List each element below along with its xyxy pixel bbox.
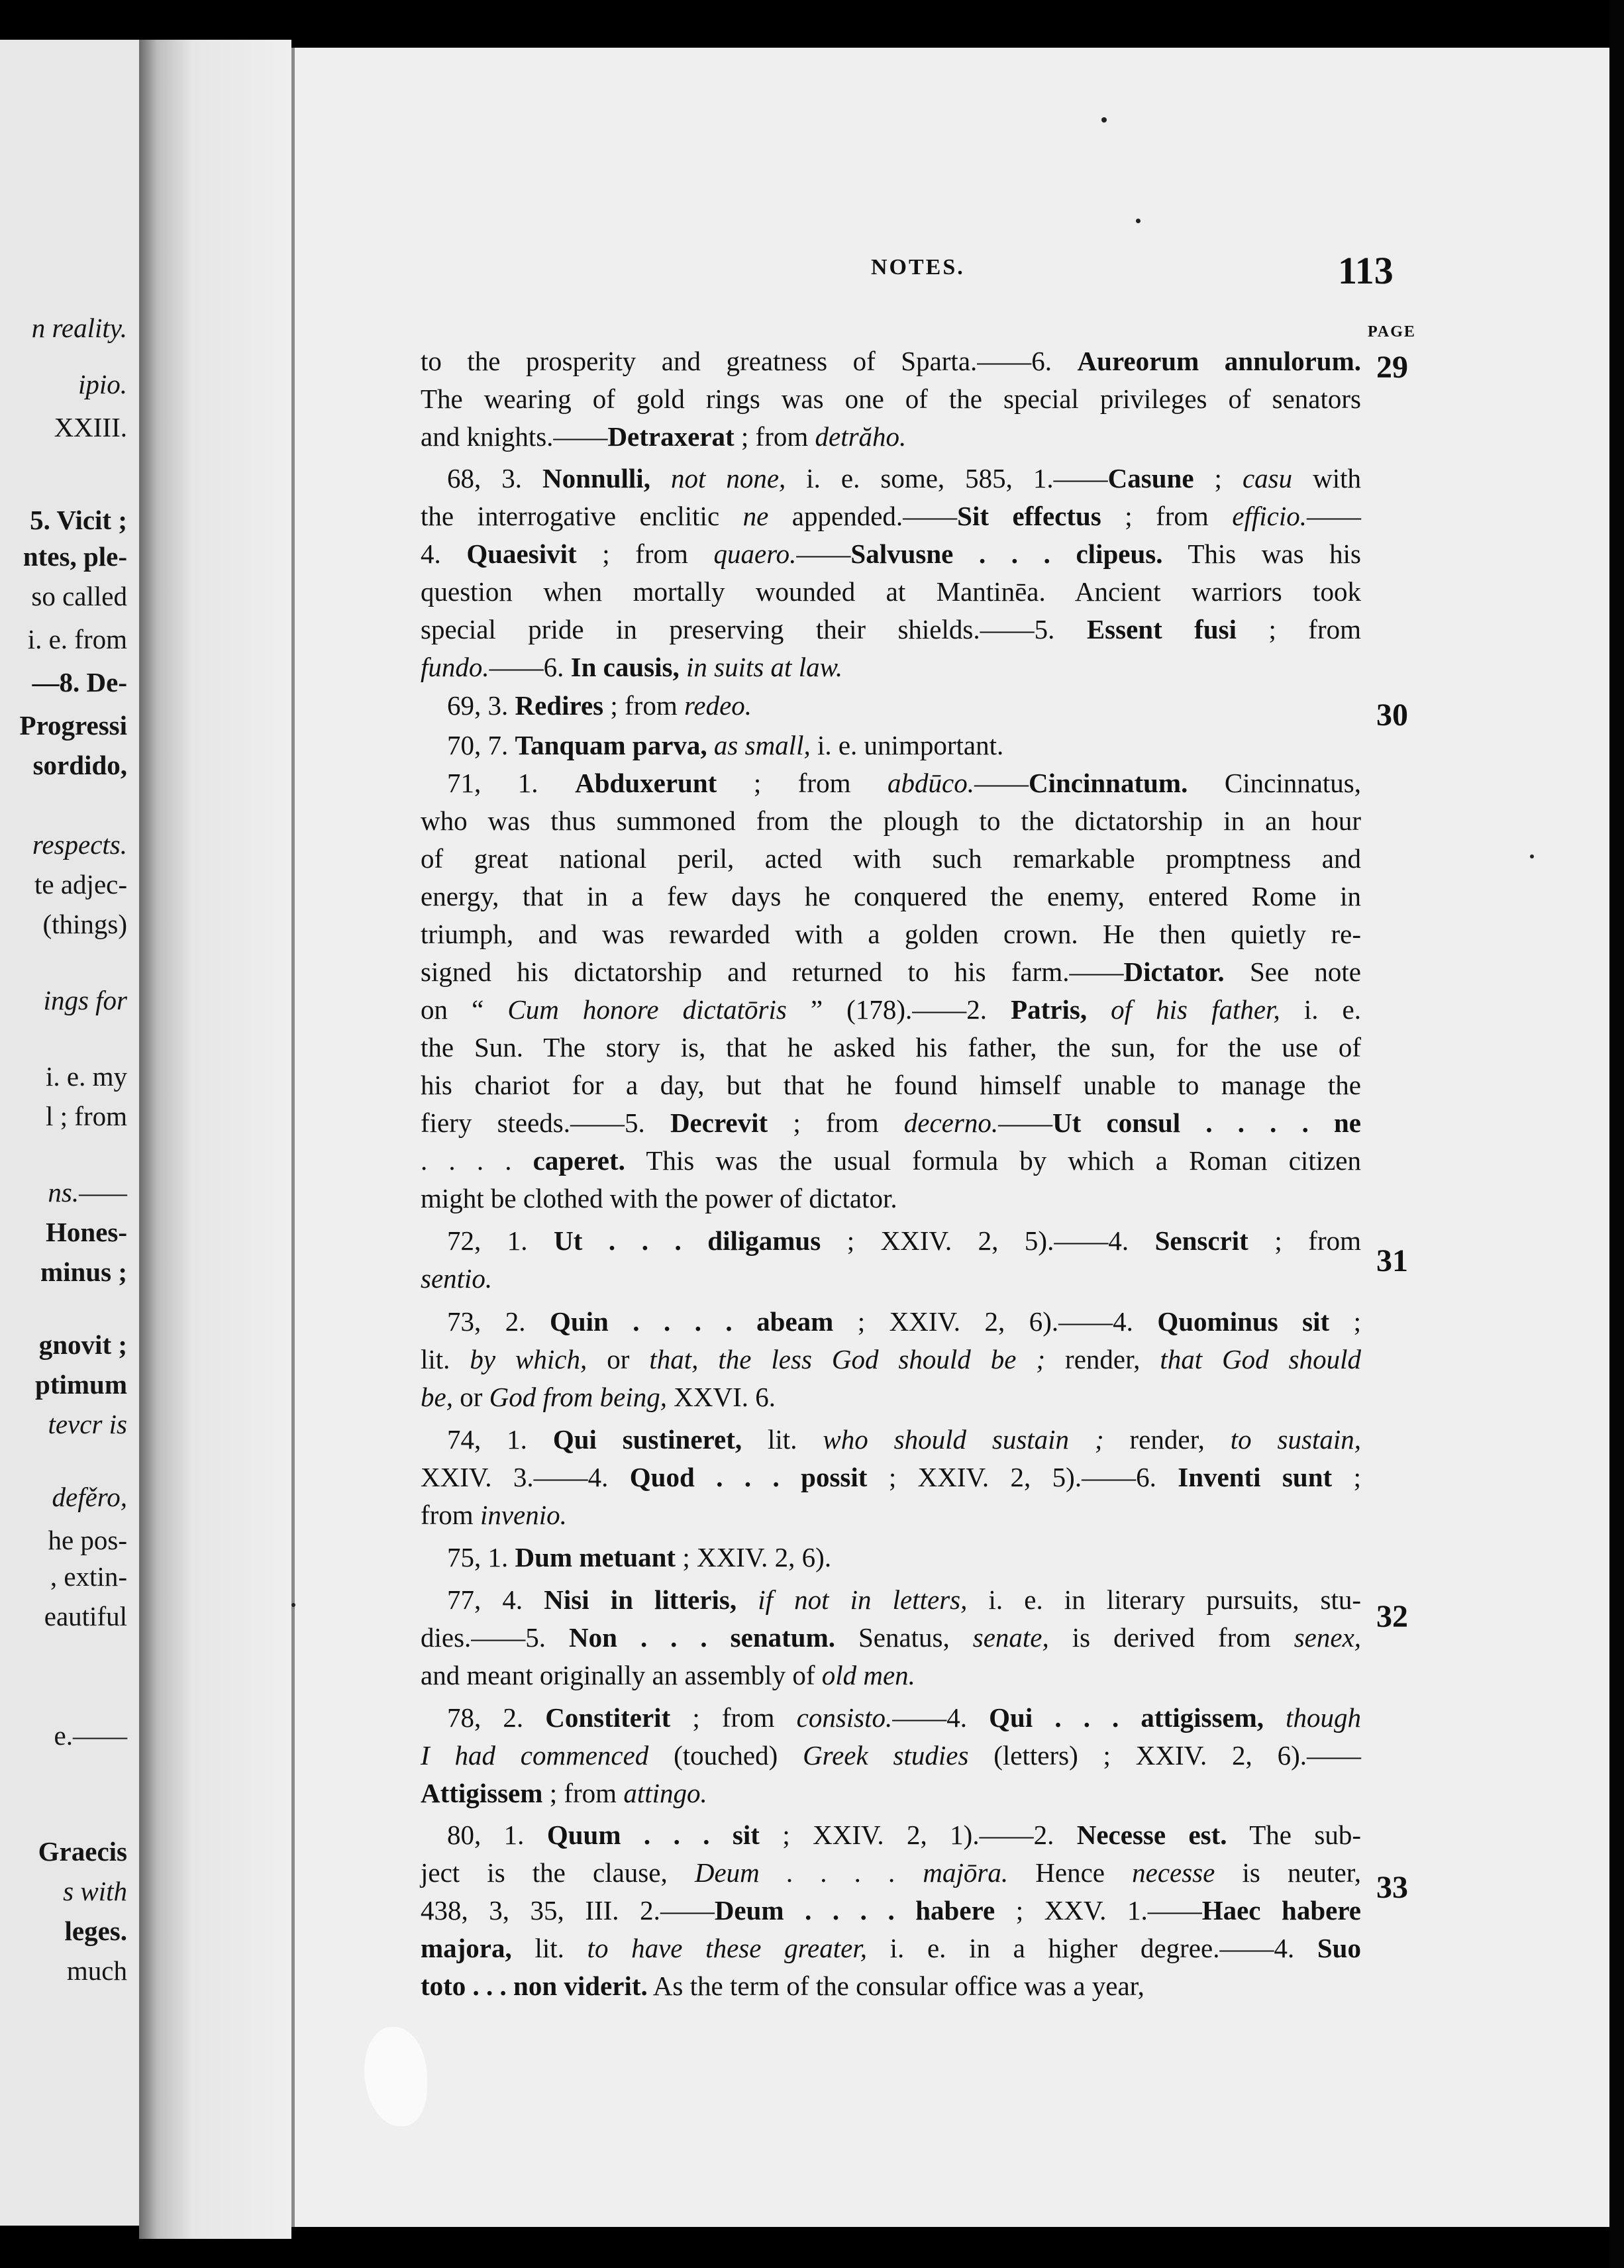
italic-gloss: Deum . . . . majōra. [694, 1857, 1009, 1888]
text-run: ——4. [892, 1702, 990, 1733]
text-line [447, 462, 1361, 495]
bold-term: Abduxerunt [575, 768, 717, 798]
text-line [447, 1701, 1361, 1734]
text-run: i. e. in literary pursuits, stu- [967, 1584, 1362, 1615]
text-run: 72, 1. [447, 1225, 554, 1256]
text-line [421, 575, 1361, 608]
text-run: This was the usual formula by which a Roman citizen [625, 1145, 1361, 1176]
italic-gloss: abdūco. [888, 768, 974, 798]
text-run: ; from [576, 539, 714, 569]
text-line [421, 650, 1361, 684]
bold-term: Ut . . . diligamus [554, 1225, 821, 1256]
text-run: (touched) [648, 1740, 803, 1771]
italic-gloss: as small, [713, 730, 811, 760]
ink-speck [1530, 854, 1534, 858]
text-line [421, 917, 1361, 951]
text-run: ject is the clause, [421, 1857, 695, 1888]
bold-term: Detraxerat [607, 421, 735, 452]
italic-gloss: attingo. [623, 1778, 707, 1808]
text-run: (letters) ; XXIV. 2, 6).—— [968, 1740, 1362, 1771]
text-run: ; XXIV. 2, 5).——4. [821, 1225, 1155, 1256]
text-run [680, 652, 686, 682]
italic-gloss: be, [421, 1382, 453, 1412]
italic-gloss: consisto. [796, 1702, 893, 1733]
text-line [447, 1541, 1361, 1574]
text-run: ; XXIV. 2, 6).——4. [833, 1306, 1158, 1337]
text-run: from [421, 1500, 480, 1530]
left-page-text-fragment: tevcr is [48, 1409, 127, 1439]
italic-gloss: by which, [470, 1344, 587, 1374]
text-line [447, 1423, 1361, 1456]
bold-term: Tanquam parva, [515, 730, 707, 760]
left-page-text-fragment: minus ; [40, 1257, 127, 1287]
italic-gloss: sentio. [421, 1263, 493, 1294]
bold-term: Deum . . . . habere [714, 1895, 995, 1926]
text-run: ; from [1237, 614, 1362, 644]
left-page-text-fragment: i. e. my [46, 1061, 127, 1092]
page-ref: 30 [1376, 697, 1408, 733]
bold-term: Quod . . . possit [629, 1462, 868, 1492]
text-line [421, 1144, 1361, 1177]
left-page-text-fragment: s with [63, 1876, 127, 1906]
text-line [421, 1461, 1361, 1494]
text-run: special pride in preserving their shields.——5. [421, 614, 1087, 644]
text-line [421, 382, 1361, 415]
italic-gloss: God from being, [489, 1382, 667, 1412]
text-run [1087, 994, 1111, 1025]
left-page-text-fragment: ipio. [77, 369, 127, 399]
text-run: or [587, 1344, 650, 1374]
bold-term: Qui sustineret, [552, 1424, 742, 1455]
bold-term: Quin . . . . abeam [549, 1306, 834, 1337]
text-line [447, 1818, 1361, 1851]
left-page-text-fragment: Hones- [46, 1217, 127, 1247]
left-page-text-fragment: , extin- [50, 1561, 127, 1592]
text-run: to the prosperity and greatness of Sparta.——6. [421, 346, 1078, 376]
text-line [421, 1856, 1361, 1889]
bold-term: In causis, [570, 652, 680, 682]
text-line [421, 1739, 1361, 1772]
text-run: XXIV. 3.——4. [421, 1462, 630, 1492]
text-run: ; from [717, 768, 888, 798]
bold-term: Quum . . . sit [546, 1820, 760, 1850]
text-run [707, 730, 714, 760]
text-run: with [1292, 463, 1361, 493]
text-run: 69, 3. [447, 690, 515, 721]
text-run [650, 463, 671, 493]
bold-term: toto . . . non viderit. [421, 1971, 648, 2001]
text-run: the interrogative enclitic [421, 501, 743, 531]
text-run: signed his dictatorship and returned to his farm.—— [421, 956, 1124, 987]
text-run: 438, 3, 35, III. 2.—— [421, 1895, 715, 1926]
bold-term: Quaesivit [466, 539, 577, 569]
left-page-text-fragment: gnovit ; [38, 1329, 127, 1360]
left-page-text-fragment: so called [31, 581, 127, 611]
text-run: or [452, 1382, 489, 1412]
italic-gloss: decerno. [903, 1108, 999, 1138]
page-ref: 31 [1376, 1243, 1408, 1278]
ink-speck [1136, 219, 1141, 223]
text-run: lit. [421, 1344, 470, 1374]
text-line [421, 420, 1361, 453]
italic-gloss: Cum honore dictatōris [507, 994, 787, 1025]
text-run: 73, 2. [447, 1306, 550, 1337]
text-line [447, 689, 1361, 722]
text-line [447, 729, 1361, 762]
text-run: dies.——5. [421, 1622, 570, 1653]
left-page-text-fragment: Progressi [19, 710, 127, 741]
bold-term: Cincinnatum. [1028, 768, 1188, 798]
text-run: 70, 7. [447, 730, 515, 760]
text-line [447, 1583, 1361, 1616]
italic-gloss: redeo. [684, 690, 752, 721]
text-line [421, 1380, 1361, 1414]
bold-term: Nonnulli, [542, 463, 650, 493]
bold-term: Redires [515, 690, 604, 721]
text-line [447, 1224, 1361, 1257]
text-run: ” (178).——2. [786, 994, 1011, 1025]
left-page-text-fragment: Graecis [38, 1836, 127, 1867]
text-run: i. e. in a higher degree.——4. [866, 1933, 1317, 1963]
left-page-text-fragment: eautiful [44, 1601, 127, 1631]
text-line [421, 344, 1361, 378]
bold-term: Necesse est. [1076, 1820, 1227, 1850]
bold-term: caperet. [533, 1145, 625, 1176]
bold-term: Constiterit [545, 1702, 671, 1733]
text-run [1264, 1702, 1286, 1733]
italic-gloss: Greek studies [803, 1740, 969, 1771]
left-page-text-fragment: l ; from [46, 1101, 127, 1131]
text-run: 71, 1. [447, 768, 576, 798]
text-line [421, 613, 1361, 646]
text-line [421, 1262, 1361, 1295]
text-run: question when mortally wounded at Mantinēa. Ancient warriors took [421, 576, 1361, 607]
text-run: ; from [1248, 1225, 1362, 1256]
bold-term: Aureorum annulorum. [1077, 346, 1361, 376]
text-run: The sub- [1227, 1820, 1361, 1850]
italic-gloss: old men. [821, 1660, 915, 1690]
left-page-text-fragment: n reality. [31, 313, 127, 343]
text-line [421, 1894, 1361, 1927]
bold-term: Dictator. [1123, 956, 1225, 987]
bold-term: Ut consul . . . . ne [1052, 1108, 1362, 1138]
bold-term: majora, [421, 1933, 512, 1963]
text-line [421, 1182, 1361, 1215]
text-line [421, 1106, 1361, 1139]
text-run: render, [1045, 1344, 1160, 1374]
text-run: is neuter, [1215, 1857, 1361, 1888]
bold-term: Attigissem [421, 1778, 543, 1808]
italic-gloss: quaero. [713, 539, 797, 569]
italic-gloss: senex, [1294, 1622, 1362, 1653]
text-line [421, 955, 1361, 988]
text-run: —— [974, 768, 1029, 798]
bold-term: Haec habere [1201, 1895, 1361, 1926]
left-page-text-fragment: (things) [42, 909, 127, 939]
text-line [421, 1068, 1361, 1102]
text-line [447, 1305, 1361, 1338]
italic-gloss: I had commenced [421, 1740, 649, 1771]
text-run: ; from [1101, 501, 1233, 531]
italic-gloss: to sustain, [1230, 1424, 1361, 1455]
text-run: who was thus summoned from the plough to the dictatorship in an hour [421, 805, 1361, 836]
text-line [421, 993, 1361, 1026]
text-line [421, 1498, 1361, 1531]
text-run: 68, 3. [447, 463, 542, 493]
bold-term: Patris, [1011, 994, 1088, 1025]
ink-speck [1101, 117, 1107, 123]
italic-gloss: who should sustain ; [823, 1424, 1104, 1455]
text-run: his chariot for a day, but that he found himself unable to manage the [421, 1070, 1361, 1100]
text-run: is derived from [1048, 1622, 1294, 1653]
text-run: lit. [742, 1424, 823, 1455]
text-run: appended.—— [768, 501, 958, 531]
bold-term: Decrevit [670, 1108, 768, 1138]
text-line [421, 1343, 1361, 1376]
italic-gloss: of his father, [1111, 994, 1280, 1025]
page-ref: 32 [1376, 1599, 1408, 1634]
previous-page-fragment [0, 40, 143, 2226]
italic-gloss: senate, [972, 1622, 1049, 1653]
text-run: ; from [734, 421, 815, 452]
text-line [421, 1621, 1361, 1654]
italic-gloss: casu [1242, 463, 1293, 493]
text-run: Cincinnatus, [1188, 768, 1362, 798]
bold-term: Inventi sunt [1178, 1462, 1333, 1492]
left-page-text-fragment: te adjec- [34, 869, 127, 900]
text-line [421, 1777, 1361, 1810]
text-line [421, 804, 1361, 837]
text-run: ; [1332, 1462, 1361, 1492]
text-run: triumph, and was rewarded with a golden crown. He then quietly re- [421, 919, 1361, 949]
text-run: —— [998, 1108, 1053, 1138]
text-run: 75, 1. [447, 1542, 515, 1572]
left-page-text-fragment: 5. Vicit ; [30, 505, 127, 535]
ink-speck [291, 1603, 295, 1607]
italic-gloss: necesse [1132, 1857, 1215, 1888]
text-run: the Sun. The story is, that he asked his father, the sun, for the use of [421, 1032, 1361, 1062]
text-run: 80, 1. [447, 1820, 547, 1850]
bold-term: Sit effectus [957, 501, 1101, 531]
text-line [421, 1031, 1361, 1064]
text-run: fiery steeds.——5. [421, 1108, 670, 1138]
page-number: 113 [1338, 249, 1394, 292]
text-run: and meant originally an assembly of [421, 1660, 822, 1690]
text-run: . . . . [421, 1145, 533, 1176]
left-page-text-fragment: e.—— [54, 1720, 127, 1751]
running-head: NOTES. [871, 255, 965, 280]
text-line [421, 842, 1361, 875]
bold-term: Dum metuant [515, 1542, 676, 1572]
text-run: Hence [1008, 1857, 1133, 1888]
italic-gloss: in suits at law. [685, 652, 843, 682]
left-page-text-fragment: ntes, ple- [23, 541, 127, 572]
bold-term: Suo [1317, 1933, 1361, 1963]
italic-gloss: detrăho. [815, 421, 907, 452]
left-page-text-fragment: leges. [64, 1916, 127, 1946]
left-page-text-fragment: he pos- [48, 1525, 127, 1555]
text-line [421, 1932, 1361, 1965]
text-run: ; from [670, 1702, 797, 1733]
text-run: i. e. [1280, 994, 1361, 1025]
text-run: lit. [511, 1933, 587, 1963]
page-column-label: PAGE [1368, 323, 1416, 340]
italic-gloss: that God should [1160, 1344, 1361, 1374]
text-run: ; [1329, 1306, 1361, 1337]
scan-border [1609, 0, 1624, 2268]
text-run: ; XXV. 1.—— [995, 1895, 1202, 1926]
italic-gloss: if not in letters, [758, 1584, 968, 1615]
text-run: and knights.—— [421, 421, 608, 452]
bold-term: Nisi in litteris, [544, 1584, 737, 1615]
text-run: of great national peril, acted with such remarkable promptness and [421, 843, 1361, 874]
bold-term: Senscrit [1154, 1225, 1248, 1256]
text-run: ; from [542, 1778, 624, 1808]
text-run: XXVI. 6. [667, 1382, 776, 1412]
italic-gloss: though [1286, 1702, 1362, 1733]
left-page-text-fragment: defěro, [52, 1482, 127, 1512]
page-ref: 29 [1376, 350, 1408, 385]
bold-term: Quominus sit [1157, 1306, 1330, 1337]
text-run: 74, 1. [447, 1424, 553, 1455]
left-page-text-fragment: ns.—— [48, 1177, 127, 1208]
text-run: 78, 2. [447, 1702, 546, 1733]
text-run: As the term of the consular office was a year, [647, 1971, 1144, 2001]
italic-gloss: not none, [670, 463, 786, 493]
left-page-text-fragment: ings for [43, 985, 127, 1015]
text-run: ; XXIV. 2, 6). [676, 1542, 832, 1572]
text-line [421, 880, 1361, 913]
text-run: ; from [768, 1108, 904, 1138]
text-line [421, 1969, 1361, 2002]
text-run: See note [1224, 956, 1361, 987]
text-run: ; from [603, 690, 684, 721]
italic-gloss: ne [742, 501, 769, 531]
left-page-text-fragment: ptimum [35, 1369, 127, 1400]
text-run: ; [1193, 463, 1243, 493]
italic-gloss: to have these greater, [587, 1933, 867, 1963]
text-run: Senatus, [835, 1622, 973, 1653]
text-run: i. e. unimportant. [810, 730, 1004, 760]
left-page-text-fragment: sordido, [32, 750, 127, 780]
bold-term: Non . . . senatum. [569, 1622, 835, 1653]
page-ref: 33 [1376, 1870, 1408, 1905]
left-page-text-fragment: XXIII. [54, 412, 127, 442]
text-run: might be clothed with the power of dictator. [421, 1183, 897, 1213]
text-run: ; XXIV. 2, 5).——6. [867, 1462, 1178, 1492]
text-line [421, 499, 1361, 533]
text-run [736, 1584, 758, 1615]
italic-gloss: invenio. [480, 1500, 567, 1530]
text-run: ; XXIV. 2, 1).——2. [759, 1820, 1077, 1850]
text-run: 77, 4. [447, 1584, 544, 1615]
text-run: This was his [1162, 539, 1362, 569]
left-page-text-fragment: much [66, 1955, 127, 1986]
text-line [421, 1659, 1361, 1692]
text-run: 4. [421, 539, 467, 569]
text-run: render, [1103, 1424, 1231, 1455]
left-page-text-fragment: i. e. from [27, 624, 127, 654]
text-line [447, 766, 1361, 799]
text-run: energy, that in a few days he conquered the enemy, entered Rome in [421, 881, 1361, 911]
text-line [421, 537, 1361, 570]
text-run: The wearing of gold rings was one of the special privileges of senators [421, 384, 1361, 414]
text-run: —— [1307, 501, 1361, 531]
book-gutter [139, 40, 291, 2239]
left-page-text-fragment: respects. [32, 829, 127, 860]
text-run: —— [796, 539, 851, 569]
left-page-text-fragment: —8. De- [32, 667, 127, 697]
bold-term: Casune [1107, 463, 1194, 493]
italic-gloss: fundo. [421, 652, 489, 682]
italic-gloss: that, the less God should be ; [649, 1344, 1046, 1374]
text-run: on “ [421, 994, 508, 1025]
bold-term: Qui . . . attigissem, [989, 1702, 1264, 1733]
bold-term: Salvusne . . . clipeus. [850, 539, 1163, 569]
text-run: ——6. [489, 652, 571, 682]
text-run: i. e. some, 585, 1.—— [786, 463, 1108, 493]
bold-term: Essent fusi [1086, 614, 1237, 644]
italic-gloss: efficio. [1232, 501, 1307, 531]
